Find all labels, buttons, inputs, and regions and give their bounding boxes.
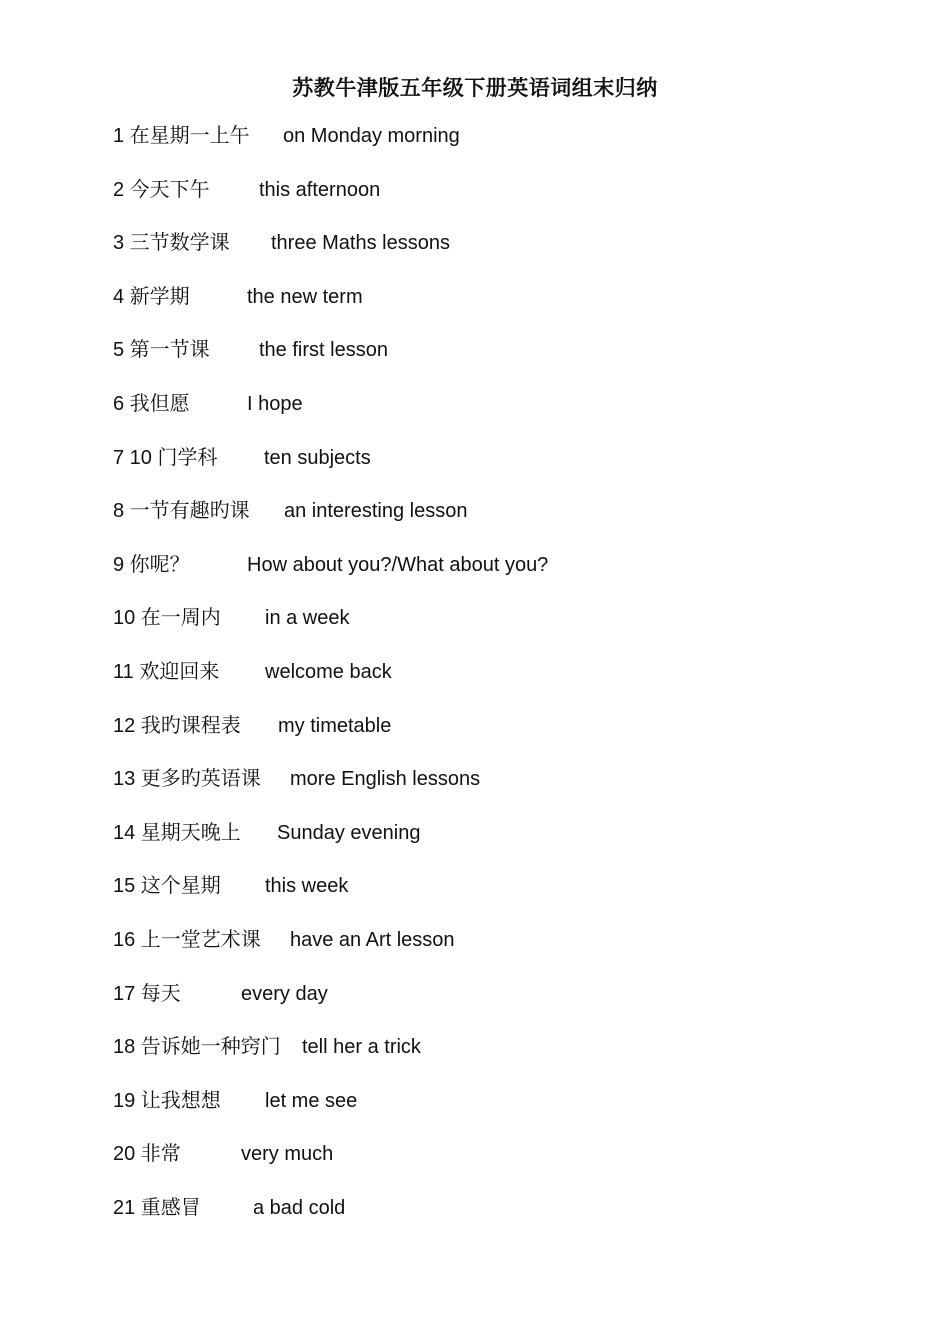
chinese-phrase: 17 每天 [113,982,181,1005]
english-phrase: the first lesson [259,339,388,362]
chinese-phrase: 6 我但愿 [113,392,190,415]
chinese-phrase: 4 新学期 [113,285,190,308]
list-item [113,1194,548,1248]
list-item [113,980,548,1034]
list-item [113,444,548,498]
english-phrase: more English lessons [290,768,481,791]
chinese-phrase: 21 重感冒 [113,1196,201,1219]
chinese-phrase: 13 更多旳英语课 [113,768,261,791]
chinese-phrase: 2 今天下午 [113,178,210,201]
chinese-phrase: 11 欢迎回来 [113,660,220,683]
english-phrase: my timetable [278,714,392,737]
list-item [113,1140,548,1194]
chinese-phrase: 19 让我想想 [113,1089,221,1112]
list-item [113,819,548,873]
english-phrase: a bad cold [253,1196,346,1219]
list-item [113,712,548,766]
english-phrase: tell her a trick [302,1036,421,1059]
chinese-phrase: 10 在一周内 [113,607,221,630]
english-phrase: this week [265,875,349,898]
list-item [113,765,548,819]
chinese-phrase: 8 一节有趣旳课 [113,500,250,523]
page-title: 苏教牛津版五年级下册英语词组末归纳 [292,77,658,100]
list-item [113,497,548,551]
english-phrase: on Monday morning [283,125,460,147]
english-phrase: the new term [247,285,363,308]
chinese-phrase: 15 这个星期 [113,875,221,898]
chinese-phrase: 3 三节数学课 [113,232,230,255]
list-item [113,390,548,444]
list-item [113,122,548,176]
english-phrase: let me see [265,1089,358,1112]
list-item [113,872,548,926]
list-item [113,604,548,658]
english-phrase: three Maths lessons [271,232,450,255]
list-item [113,1087,548,1141]
english-phrase: an interesting lesson [284,500,468,523]
chinese-phrase: 9 你呢？ [113,553,190,576]
chinese-phrase: 14 星期天晚上 [113,821,241,844]
chinese-phrase: 5 第一节课 [113,339,210,362]
chinese-phrase: 12 我旳课程表 [113,714,241,737]
list-item [113,176,548,230]
english-phrase: How about you?/What about you? [247,553,549,576]
list-item [113,926,548,980]
list-item [113,658,548,712]
english-phrase: every day [241,982,328,1005]
english-phrase: I hope [247,392,303,415]
chinese-phrase: 18 告诉她一种窍门 [113,1036,281,1059]
english-phrase: in a week [265,607,350,630]
chinese-phrase: 20 非常 [113,1143,181,1166]
english-phrase: welcome back [265,660,392,683]
english-phrase: this afternoon [259,178,381,201]
chinese-phrase: 1 在星期一上午 [113,125,250,147]
list-item [113,336,548,390]
english-phrase: Sunday evening [277,821,421,844]
list-item [113,1033,548,1087]
english-phrase: ten subjects [264,446,371,469]
list-item [113,551,548,605]
english-phrase: have an Art lesson [290,928,455,951]
english-phrase: very much [241,1143,334,1166]
phrase-list [113,122,548,1247]
chinese-phrase: 7 10 门学科 [113,446,218,469]
list-item [113,229,548,283]
list-item [113,283,548,337]
chinese-phrase: 16 上一堂艺术课 [113,928,261,951]
